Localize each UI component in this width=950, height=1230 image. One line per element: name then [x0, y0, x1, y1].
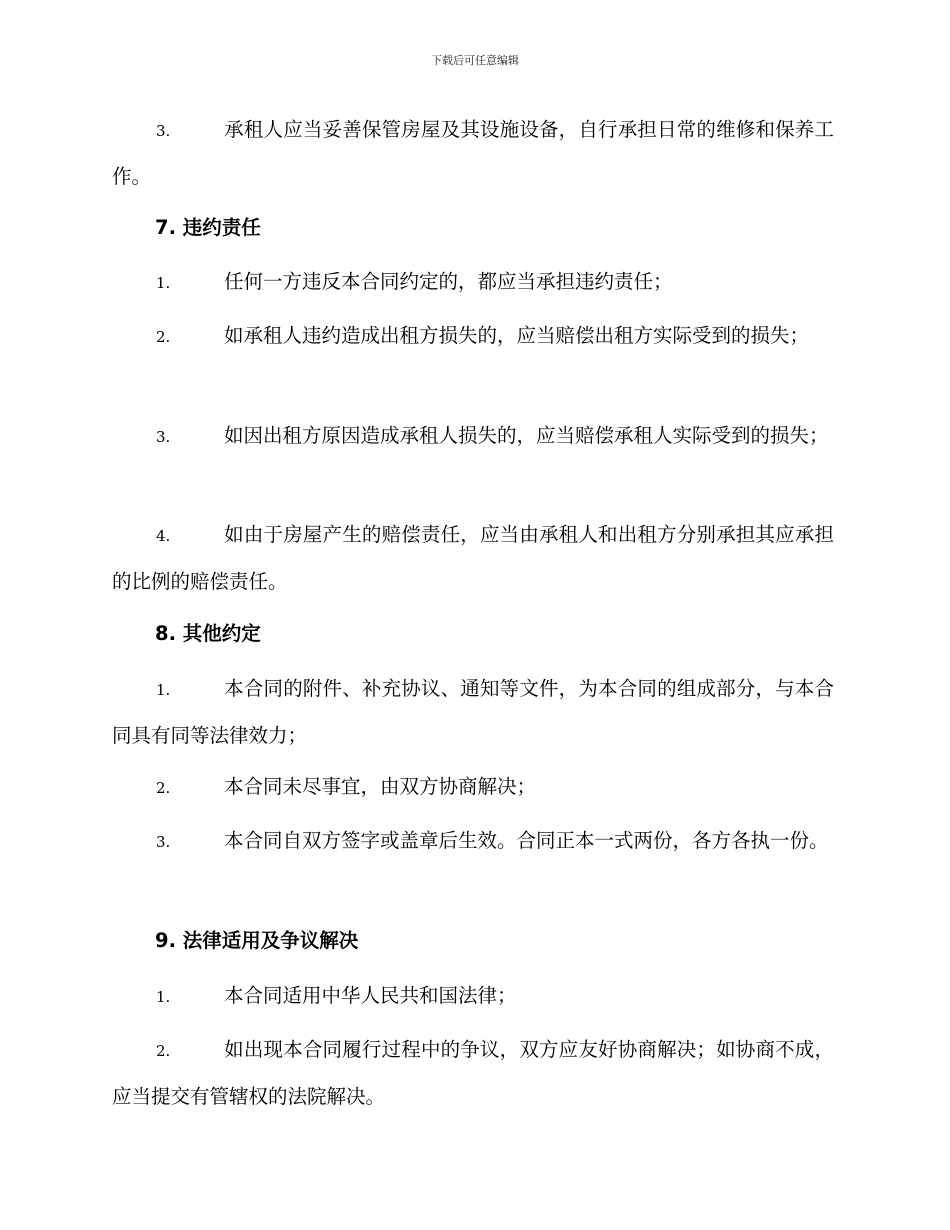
item-text: 本合同自双方签字或盖章后生效。合同正本一式两份，各方各执一份。 — [224, 829, 829, 852]
item-number: 2. — [156, 779, 171, 797]
list-item — [112, 413, 834, 460]
list-item — [112, 666, 834, 758]
list-item — [112, 512, 834, 604]
item-number: 1. — [156, 988, 171, 1006]
list-item — [112, 973, 834, 1020]
item-text: 如因出租方原因造成承租人损失的，应当赔偿承租人实际受到的损失； — [224, 424, 829, 447]
item-number: 1. — [156, 274, 171, 292]
item-number: 2. — [156, 328, 171, 346]
item-number: 2. — [156, 1042, 171, 1060]
item-text: 如出现本合同履行过程中的争议，双方应友好协商解决；如协商不成，应当提交有管辖权的法院解决。 — [112, 1038, 834, 1108]
item-text: 任何一方违反本合同约定的，都应当承担违约责任； — [224, 270, 673, 293]
item-number: 3. — [156, 428, 171, 446]
item-number: 3. — [156, 122, 171, 140]
item-text: 承租人应当妥善保管房屋及其设施设备，自行承担日常的维修和保养工作。 — [112, 118, 834, 188]
item-text: 如由于房屋产生的赔偿责任，应当由承租人和出租方分别承担其应承担的比例的赔偿责任。 — [112, 523, 834, 593]
list-item — [112, 764, 834, 811]
list-item — [112, 313, 834, 360]
list-item — [112, 818, 834, 865]
item-number: 1. — [156, 681, 171, 699]
item-number: 3. — [156, 833, 171, 851]
item-text: 本合同未尽事宜，由双方协商解决； — [224, 775, 537, 798]
list-item — [112, 259, 834, 306]
item-text: 本合同适用中华人民共和国法律； — [224, 984, 517, 1007]
section-heading: 9. 法律适用及争议解决 — [155, 929, 359, 952]
list-item — [112, 1027, 834, 1119]
section-heading: 7. 违约责任 — [155, 216, 261, 239]
item-text: 本合同的附件、补充协议、通知等文件，为本合同的组成部分，与本合同具有同等法律效力； — [112, 677, 834, 747]
list-item — [112, 107, 834, 199]
item-text: 如承租人违约造成出租方损失的，应当赔偿出租方实际受到的损失； — [224, 324, 810, 347]
page-header-note: 下载后可任意编辑 — [431, 54, 519, 67]
item-number: 4. — [156, 527, 171, 545]
section-heading: 8. 其他约定 — [155, 622, 261, 645]
